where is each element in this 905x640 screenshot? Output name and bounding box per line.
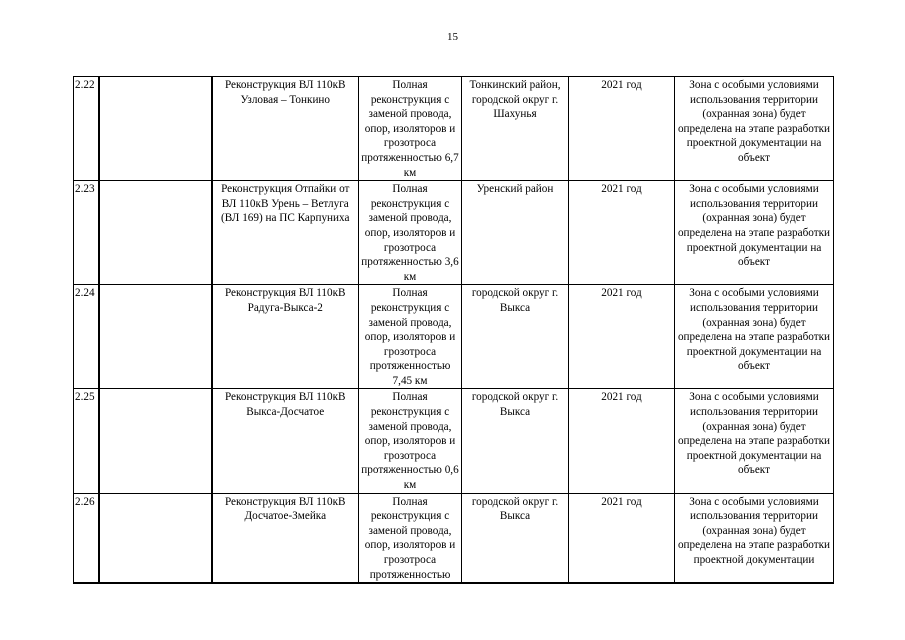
year-cell: 2021 год — [569, 285, 675, 389]
table-row — [74, 493, 834, 583]
year-cell: 2021 год — [569, 493, 675, 583]
work-description-cell: Полная реконструкция с заменой провода, опор, изоляторов и грозотроса протяженностью 6,7 км — [359, 77, 462, 181]
zone-cell: Зона с особыми условиями использования территории (охранная зона) будет определена на этапе разработки проектной документации — [675, 493, 834, 583]
location-cell: городской округ г. Выкса — [462, 493, 569, 583]
zone-cell: Зона с особыми условиями использования территории (охранная зона) будет определена на этапе разработки проектной документации на объект — [675, 389, 834, 493]
empty-cell — [99, 285, 212, 389]
work-description-cell: Полная реконструкция с заменой провода, опор, изоляторов и грозотроса протяженностью 3,6 км — [359, 181, 462, 285]
empty-cell — [99, 389, 212, 493]
location-cell: Уренский район — [462, 181, 569, 285]
empty-cell — [99, 77, 212, 181]
location-cell: городской округ г. Выкса — [462, 389, 569, 493]
work-description-cell: Полная реконструкция с заменой провода, опор, изоляторов и грозотроса протяженностью 7,45 км — [359, 285, 462, 389]
empty-cell — [99, 181, 212, 285]
objects-table — [73, 76, 834, 584]
table-row — [74, 181, 834, 285]
row-number: 2.26 — [74, 493, 99, 583]
zone-cell: Зона с особыми условиями использования территории (охранная зона) будет определена на этапе разработки проектной документации на объект — [675, 285, 834, 389]
object-name-cell: Реконструкция Отпайки от ВЛ 110кВ Урень – Ветлуга (ВЛ 169) на ПС Карпуниха — [212, 181, 359, 285]
location-cell: Тонкинский район, городской округ г. Шахунья — [462, 77, 569, 181]
row-number: 2.22 — [74, 77, 99, 181]
object-name-cell: Реконструкция ВЛ 110кВ Радуга-Выкса-2 — [212, 285, 359, 389]
table-row — [74, 77, 834, 181]
work-description-cell: Полная реконструкция с заменой провода, опор, изоляторов и грозотроса протяженностью 0,6 км — [359, 389, 462, 493]
location-cell: городской округ г. Выкса — [462, 285, 569, 389]
zone-cell: Зона с особыми условиями использования территории (охранная зона) будет определена на этапе разработки проектной документации на объект — [675, 181, 834, 285]
table-row — [74, 389, 834, 493]
object-name-cell: Реконструкция ВЛ 110кВ Узловая – Тонкино — [212, 77, 359, 181]
empty-cell — [99, 493, 212, 583]
row-number: 2.23 — [74, 181, 99, 285]
zone-cell: Зона с особыми условиями использования территории (охранная зона) будет определена на этапе разработки проектной документации на объект — [675, 77, 834, 181]
page-number: 15 — [447, 31, 458, 43]
table-row — [74, 285, 834, 389]
year-cell: 2021 год — [569, 77, 675, 181]
row-number: 2.25 — [74, 389, 99, 493]
year-cell: 2021 год — [569, 389, 675, 493]
object-name-cell: Реконструкция ВЛ 110кВ Досчатое-Змейка — [212, 493, 359, 583]
object-name-cell: Реконструкция ВЛ 110кВ Выкса-Досчатое — [212, 389, 359, 493]
year-cell: 2021 год — [569, 181, 675, 285]
row-number: 2.24 — [74, 285, 99, 389]
work-description-cell: Полная реконструкция с заменой провода, опор, изоляторов и грозотроса протяженностью — [359, 493, 462, 583]
